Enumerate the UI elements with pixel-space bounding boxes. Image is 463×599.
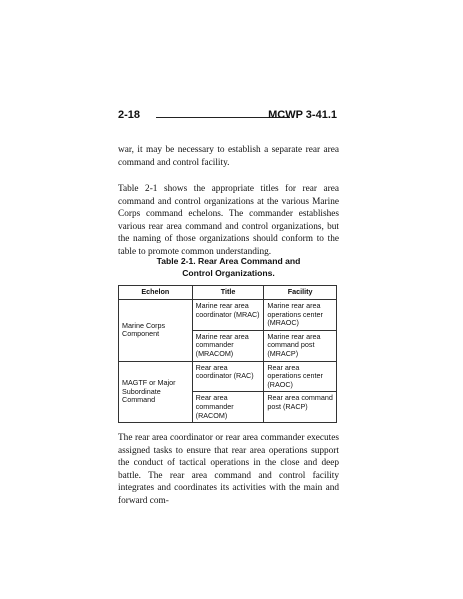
page-header — [118, 109, 337, 125]
title-cell: Rear area commander (RACOM) — [192, 392, 264, 423]
echelon-cell: MAGTF or Major Subordinate Command — [119, 361, 193, 423]
header-title: Title — [192, 286, 264, 300]
header-echelon: Echelon — [119, 286, 193, 300]
title-cell: Marine rear area coordinator (MRAC) — [192, 300, 264, 331]
header-facility: Facility — [264, 286, 337, 300]
rear-area-table — [118, 285, 337, 423]
table-caption-line-1: Table 2-1. Rear Area Command and — [156, 256, 301, 266]
paragraph-continued: war, it may be necessary to establish a separate rear area command and control facility. — [118, 145, 339, 168]
table-header-row — [119, 286, 337, 300]
page-number: 2-18 — [118, 109, 141, 121]
table-row — [119, 361, 337, 392]
facility-cell: Marine rear area operations center (MRAOC) — [264, 300, 337, 331]
title-cell: Rear area coordinator (RAC) — [192, 361, 264, 392]
title-cell: Marine rear area commander (MRACOM) — [192, 330, 264, 361]
paragraph-table-intro: Table 2-1 shows the appropriate titles for rear area command and control organizations at the various Marine Corps command echelons. The commander establishes various rear area command and control organizations, but the naming of those organizations should conform to the table to promote common understanding. — [118, 184, 339, 257]
table-row — [119, 300, 337, 331]
paragraph-rear-area-coordinator: The rear area coordinator or rear area commander executes assigned tasks to ensure that rear area operations support the conduct of tactical operations in the close and deep battle. The rear area command and control facility integrates and coordinates its activities with the main and forward com- — [118, 433, 339, 506]
document-id: MCWP 3-41.1 — [268, 109, 337, 121]
table-caption — [118, 256, 339, 279]
table-caption-line-2: Control Organizations. — [182, 267, 275, 278]
echelon-cell: Marine Corps Component — [119, 300, 193, 362]
facility-cell: Marine rear area command post (MRACP) — [264, 330, 337, 361]
facility-cell: Rear area command post (RACP) — [264, 392, 337, 423]
facility-cell: Rear area operations center (RAOC) — [264, 361, 337, 392]
